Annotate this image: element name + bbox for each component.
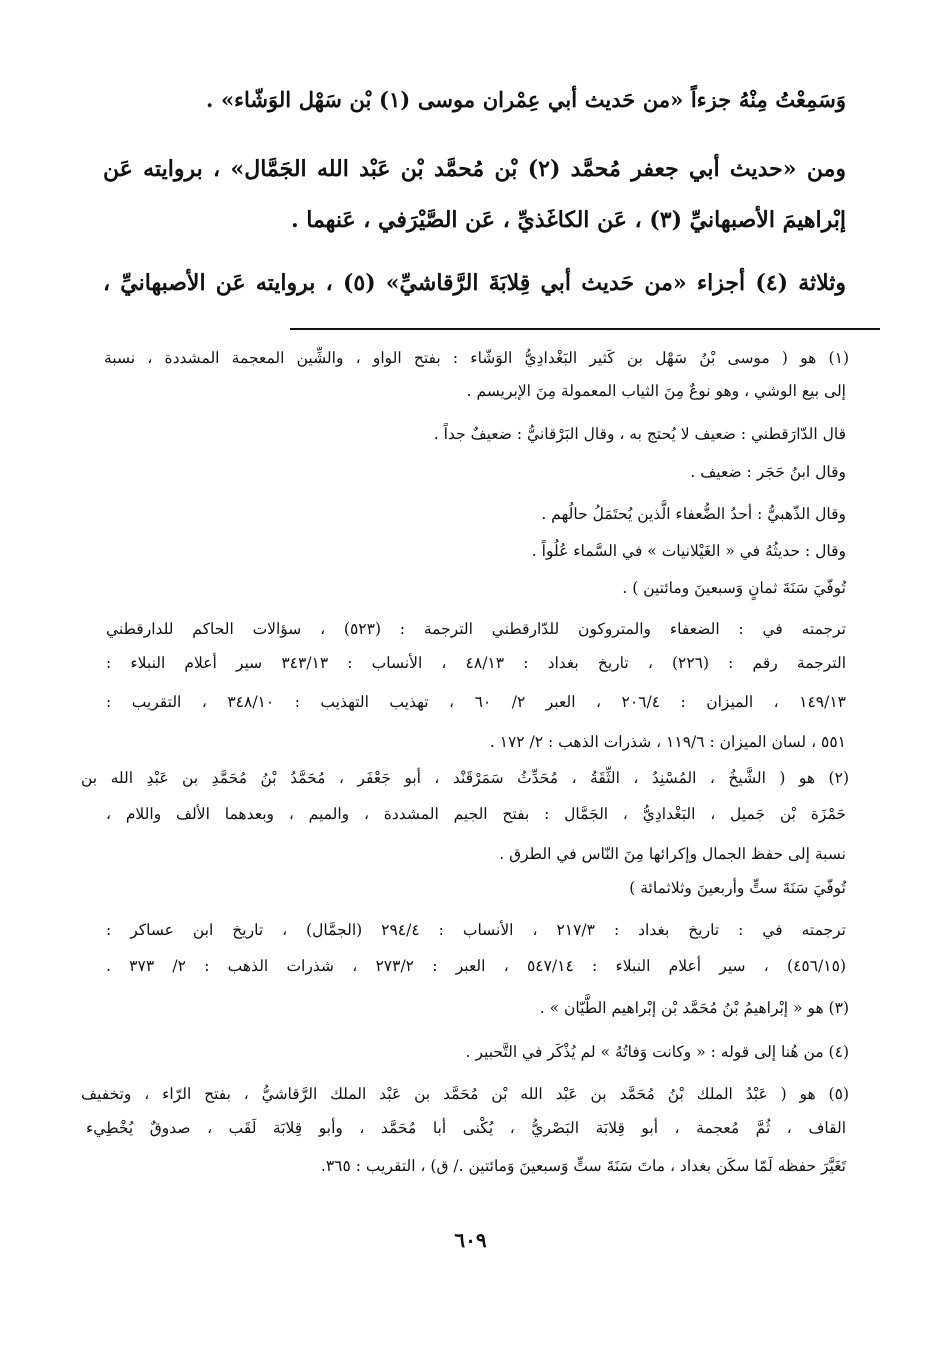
footnote-4: (٤) من هُنا إلى قوله : « وكانت وَفاتُهُ » لم يُذْكَر في التَّحبير .: [465, 1043, 849, 1061]
footnote-3: (٣) هو « إبْراهيمُ بْنُ مُحَمَّد بْن إبْراهيم الطَّيّان » .: [539, 999, 849, 1017]
footnote-1-line-10: ١٤٩/١٣ ، الميزان : ٢٠٦/٤ ، العبر ٢/ ٦٠ ، تهذيب التهذيب : ٣٤٨/١٠ ، التقريب :: [106, 693, 847, 711]
main-text-line-4: وثلاثة (٤) أجزاء «من حَديث أبي قِلابَةَ الرَّقاشيِّ» (٥) ، بروايته عَن الأصبهانيِّ ،: [103, 270, 846, 296]
page-number: ٦٠٩: [454, 1228, 487, 1252]
footnote-2-line-1: (٢) هو ( الشَّيخُ ، المُسْنِدُ ، الثِّقَةُ ، مُحَدِّثُ سَمَرْقَنْد ، أبو جَعْفَر ، مُحَمَّدُ بْنُ مُحَمَّدِ بن عَبْدِ الله بن: [81, 769, 849, 787]
footnote-2-line-4: تُوفّيَ سَنَةَ ستٍّ وأربعينَ وثلاثمائة ): [629, 879, 846, 897]
footnote-5-line-2: القاف ، ثُمَّ مُعجمة ، أبو قِلابَة البَصْريُّ ، يُكْنى أبا مُحَمَّد ، وأبو قِلابَة لَقَب ، صدوقٌ يُخْطِيء: [86, 1119, 846, 1137]
footnote-2-line-2: حَمْزَة بْن جَميل ، البَغْدادِيُّ ، الجَمَّال : بفتح الجيم المشددة ، والميم ، وبعدهما الألف واللام ،: [106, 805, 846, 823]
footnote-separator-rule: [290, 328, 880, 330]
footnote-5-line-1: (٥) هو ( عَبْدُ الملك بْنُ مُحَمَّد بن عَبْد الله بْن مُحَمَّد بن عَبْد الملك الرَّقاشيُّ ، بفتح الرّاء ، وتخفيف: [81, 1085, 849, 1103]
footnote-1-line-4: وقال ابنُ حَجَر : ضعيف .: [690, 463, 846, 481]
footnote-5-line-3: تَغَيَّرَ حفظه لَمّا سكَن بغداد ، ماتَ سَنَةَ ستٍّ وَسبعينَ وَمائتين ./ ق) ، التقريب : ٣٦٥.: [320, 1157, 846, 1175]
footnote-2-line-3: نسبة إلى حفظ الجمال وإكرائها مِنَ النّاس في الطرق .: [499, 845, 846, 863]
footnote-2-line-6: (٤٥٦/١٥) ، سير أعلام النبلاء : ٥٤٧/١٤ ، العبر : ٢٧٣/٢ ، شذرات الذهب : ٢/ ٣٧٣ .: [106, 957, 846, 975]
footnote-1-line-11: ٥٥١ ، لسان الميزان : ١١٩/٦ ، شذرات الذهب : ٢/ ١٧٢ .: [489, 733, 846, 751]
main-text-line-1: وَسَمِعْتُ مِنْهُ جزءاً «من حَديث أبي عِمْران موسى (١) بْن سَهْل الوَشّاء» .: [206, 87, 847, 112]
main-text-line-3: إبْراهيمَ الأصبهانيِّ (٣) ، عَن الكاغَذيِّ ، عَن الصَّيْرَفي ، عَنهما .: [290, 207, 846, 233]
footnote-1-line-7: تُوفّيَ سَنَةَ ثمانٍ وَسبعينَ ومائتين ) .: [622, 579, 846, 597]
footnote-1-line-9: الترجمة رقم : (٢٢٦) ، تاريخ بغداد : ٤٨/١٣ ، الأنساب : ٣٤٣/١٣ سير أعلام النبلاء :: [106, 654, 846, 672]
footnote-1-line-2: إلى بيع الوشي ، وهو نوعٌ مِنَ الثياب المعمولة مِنَ الإبريسم .: [466, 382, 846, 400]
footnote-2-line-5: ترجمته في : تاريخ بغداد : ٢١٧/٣ ، الأنساب : ٢٩٤/٤ (الجمَّال) ، تاريخ ابن عساكر :: [106, 921, 846, 939]
footnote-1-line-6: وقال : حديثُهُ في « الغَيْلانيات » في السَّماء عُلُواً .: [531, 542, 846, 560]
footnote-1-line-1: (١) هو ( موسى بْنُ سَهْل بن كَثير البَغْدادِيُّ الوَشّاء : بفتح الواو ، والشِّين المعجمة المشددة ، نسبة: [104, 349, 849, 367]
footnote-1-line-8: ترجمته في : الضعفاء والمتروكون للدّارقطني الترجمة : (٥٢٣) ، سؤالات الحاكم للدارقطني: [106, 620, 846, 638]
main-text-line-2: ومن «حديث أبي جعفر مُحمَّد (٢) بْن مُحمَّد بْن عَبْد الله الجَمَّال» ، بروايته عَن: [103, 156, 846, 182]
footnote-1-line-3: قال الدّارَقطني : ضعيف لا يُحتج به ، وقال البَرْقانيُّ : ضعيفٌ جداً .: [433, 425, 846, 443]
footnote-1-line-5: وقال الذّهبيُّ : أحدُ الضُّعفاء الَّذين يُحتَمَلُ حالُهم .: [541, 505, 846, 523]
